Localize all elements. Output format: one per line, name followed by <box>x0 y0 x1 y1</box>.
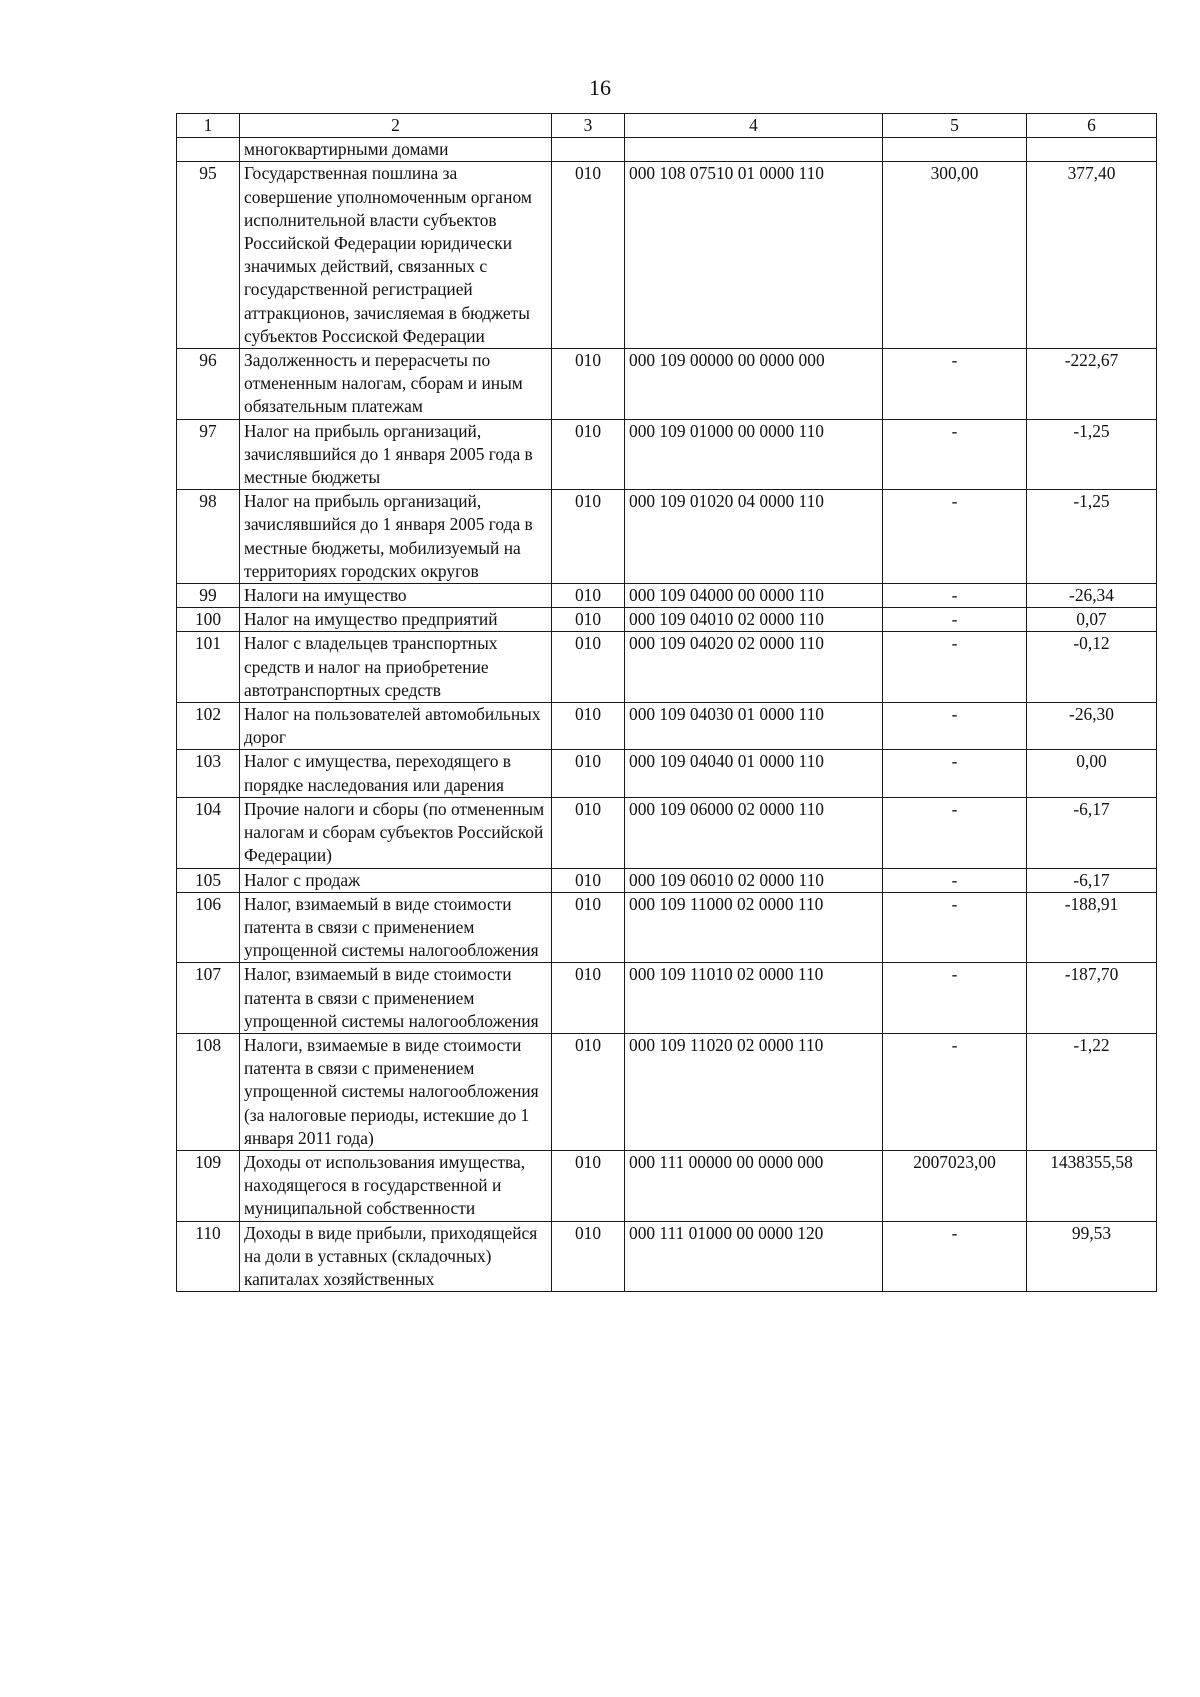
row-number-cell: 108 <box>177 1033 240 1150</box>
actual-amount-cell: 0,07 <box>1027 608 1157 632</box>
planned-amount-cell: - <box>883 584 1027 608</box>
planned-amount-cell: - <box>883 419 1027 490</box>
table-row <box>177 584 1157 608</box>
actual-amount-cell: -6,17 <box>1027 868 1157 892</box>
column-number-header-row <box>177 114 1157 138</box>
budget-classification-code-cell: 000 111 00000 00 0000 000 <box>625 1150 883 1221</box>
actual-amount-cell: -222,67 <box>1027 349 1157 420</box>
item-name-cell: Налог, взимаемый в виде стоимости патента в связи с применением упрощенной системы налогообложения <box>240 892 552 963</box>
admin-code-cell: 010 <box>552 419 625 490</box>
budget-classification-code-cell: 000 109 06010 02 0000 110 <box>625 868 883 892</box>
item-name-cell: Налог, взимаемый в виде стоимости патента в связи с применением упрощенной системы налогообложения <box>240 963 552 1034</box>
row-number-cell: 98 <box>177 490 240 584</box>
row-number-cell: 109 <box>177 1150 240 1221</box>
row-number-cell <box>177 138 240 162</box>
item-name-cell: Прочие налоги и сборы (по отмененным налогам и сборам субъектов Российской Федерации) <box>240 797 552 868</box>
fact-cell <box>1027 138 1157 162</box>
budget-classification-code-cell: 000 109 04020 02 0000 110 <box>625 632 883 703</box>
planned-amount-cell: - <box>883 632 1027 703</box>
planned-amount-cell: - <box>883 868 1027 892</box>
table-row <box>177 1221 1157 1292</box>
actual-amount-cell: -1,25 <box>1027 419 1157 490</box>
row-number-cell: 107 <box>177 963 240 1034</box>
planned-amount-cell: - <box>883 608 1027 632</box>
planned-amount-cell: - <box>883 490 1027 584</box>
item-name-cell: Налог на пользователей автомобильных дорог <box>240 703 552 750</box>
admin-code-cell: 010 <box>552 703 625 750</box>
actual-amount-cell: -1,22 <box>1027 1033 1157 1150</box>
budget-classification-code-cell: 000 109 04030 01 0000 110 <box>625 703 883 750</box>
admin-code-cell: 010 <box>552 1033 625 1150</box>
item-name-cell: Доходы в виде прибыли, приходящейся на доли в уставных (складочных) капиталах хозяйственных <box>240 1221 552 1292</box>
budget-classification-code-cell: 000 109 04040 01 0000 110 <box>625 750 883 797</box>
table-row <box>177 892 1157 963</box>
budget-classification-code-cell: 000 109 04010 02 0000 110 <box>625 608 883 632</box>
column-header: 1 <box>177 114 240 138</box>
planned-amount-cell: - <box>883 750 1027 797</box>
planned-amount-cell: - <box>883 703 1027 750</box>
admin-code-cell: 010 <box>552 868 625 892</box>
row-number-cell: 101 <box>177 632 240 703</box>
column-header: 5 <box>883 114 1027 138</box>
row-number-cell: 102 <box>177 703 240 750</box>
actual-amount-cell: -187,70 <box>1027 963 1157 1034</box>
row-number-cell: 96 <box>177 349 240 420</box>
planned-amount-cell: 300,00 <box>883 162 1027 349</box>
table-row <box>177 162 1157 349</box>
budget-classification-code-cell: 000 108 07510 01 0000 110 <box>625 162 883 349</box>
admin-code-cell: 010 <box>552 892 625 963</box>
column-header: 2 <box>240 114 552 138</box>
planned-amount-cell: 2007023,00 <box>883 1150 1027 1221</box>
row-number-cell: 106 <box>177 892 240 963</box>
table-row <box>177 419 1157 490</box>
item-name-cell: Налог на прибыль организаций, зачислявшийся до 1 января 2005 года в местные бюджеты, мобилизуемый на территориях городских округов <box>240 490 552 584</box>
planned-amount-cell: - <box>883 892 1027 963</box>
admin-code-cell: 010 <box>552 1221 625 1292</box>
item-name-cell: Налог с продаж <box>240 868 552 892</box>
column-header: 4 <box>625 114 883 138</box>
item-name-cell: Налог с имущества, переходящего в порядке наследования или дарения <box>240 750 552 797</box>
table-row <box>177 868 1157 892</box>
table-row <box>177 963 1157 1034</box>
item-name-cell: Государственная пошлина за совершение уполномоченным органом исполнительной власти субъектов Российской Федерации юридически значимых действий, связанных с государственной регистрацией аттракционов, зачисляемая в бюджеты субъектов Россиской Федерации <box>240 162 552 349</box>
admin-code-cell: 010 <box>552 632 625 703</box>
continuation-text: многоквартирными домами <box>240 138 552 162</box>
continuation-row <box>177 138 1157 162</box>
budget-classification-code-cell: 000 109 04000 00 0000 110 <box>625 584 883 608</box>
table-row <box>177 703 1157 750</box>
table-row <box>177 632 1157 703</box>
row-number-cell: 104 <box>177 797 240 868</box>
admin-code-cell: 010 <box>552 584 625 608</box>
plan-cell <box>883 138 1027 162</box>
kbk-cell <box>625 138 883 162</box>
row-number-cell: 103 <box>177 750 240 797</box>
planned-amount-cell: - <box>883 963 1027 1034</box>
table-row <box>177 490 1157 584</box>
budget-classification-code-cell: 000 109 11000 02 0000 110 <box>625 892 883 963</box>
page-number: 16 <box>589 75 611 100</box>
actual-amount-cell: -6,17 <box>1027 797 1157 868</box>
budget-classification-code-cell: 000 111 01000 00 0000 120 <box>625 1221 883 1292</box>
item-name-cell: Налог с владельцев транспортных средств и налог на приобретение автотранспортных средств <box>240 632 552 703</box>
table-row <box>177 797 1157 868</box>
planned-amount-cell: - <box>883 1033 1027 1150</box>
item-name-cell: Налог на имущество предприятий <box>240 608 552 632</box>
actual-amount-cell: 1438355,58 <box>1027 1150 1157 1221</box>
admin-code-cell: 010 <box>552 963 625 1034</box>
actual-amount-cell: -188,91 <box>1027 892 1157 963</box>
actual-amount-cell: -1,25 <box>1027 490 1157 584</box>
admin-code-cell: 010 <box>552 1150 625 1221</box>
code-cell <box>552 138 625 162</box>
row-number-cell: 97 <box>177 419 240 490</box>
admin-code-cell: 010 <box>552 608 625 632</box>
table-row <box>177 750 1157 797</box>
table-row <box>177 1150 1157 1221</box>
planned-amount-cell: - <box>883 349 1027 420</box>
item-name-cell: Задолженность и перерасчеты по отмененным налогам, сборам и иным обязательным платежам <box>240 349 552 420</box>
actual-amount-cell: 377,40 <box>1027 162 1157 349</box>
row-number-cell: 95 <box>177 162 240 349</box>
row-number-cell: 100 <box>177 608 240 632</box>
budget-classification-code-cell: 000 109 00000 00 0000 000 <box>625 349 883 420</box>
item-name-cell: Налоги, взимаемые в виде стоимости патента в связи с применением упрощенной системы налогообложения (за налоговые периоды, истекшие до 1 января 2011 года) <box>240 1033 552 1150</box>
row-number-cell: 99 <box>177 584 240 608</box>
row-number-cell: 110 <box>177 1221 240 1292</box>
column-header: 3 <box>552 114 625 138</box>
budget-classification-code-cell: 000 109 11010 02 0000 110 <box>625 963 883 1034</box>
actual-amount-cell: -26,30 <box>1027 703 1157 750</box>
admin-code-cell: 010 <box>552 490 625 584</box>
planned-amount-cell: - <box>883 797 1027 868</box>
budget-classification-code-cell: 000 109 01020 04 0000 110 <box>625 490 883 584</box>
item-name-cell: Доходы от использования имущества, находящегося в государственной и муниципальной собственности <box>240 1150 552 1221</box>
actual-amount-cell: 0,00 <box>1027 750 1157 797</box>
actual-amount-cell: 99,53 <box>1027 1221 1157 1292</box>
table-body <box>177 138 1157 1292</box>
column-header: 6 <box>1027 114 1157 138</box>
revenue-table <box>176 113 1157 1292</box>
item-name-cell: Налоги на имущество <box>240 584 552 608</box>
admin-code-cell: 010 <box>552 162 625 349</box>
admin-code-cell: 010 <box>552 797 625 868</box>
item-name-cell: Налог на прибыль организаций, зачислявшийся до 1 января 2005 года в местные бюджеты <box>240 419 552 490</box>
planned-amount-cell: - <box>883 1221 1027 1292</box>
admin-code-cell: 010 <box>552 349 625 420</box>
budget-classification-code-cell: 000 109 11020 02 0000 110 <box>625 1033 883 1150</box>
table-row <box>177 608 1157 632</box>
admin-code-cell: 010 <box>552 750 625 797</box>
table-row <box>177 1033 1157 1150</box>
budget-classification-code-cell: 000 109 06000 02 0000 110 <box>625 797 883 868</box>
budget-classification-code-cell: 000 109 01000 00 0000 110 <box>625 419 883 490</box>
actual-amount-cell: -0,12 <box>1027 632 1157 703</box>
row-number-cell: 105 <box>177 868 240 892</box>
table-row <box>177 349 1157 420</box>
actual-amount-cell: -26,34 <box>1027 584 1157 608</box>
